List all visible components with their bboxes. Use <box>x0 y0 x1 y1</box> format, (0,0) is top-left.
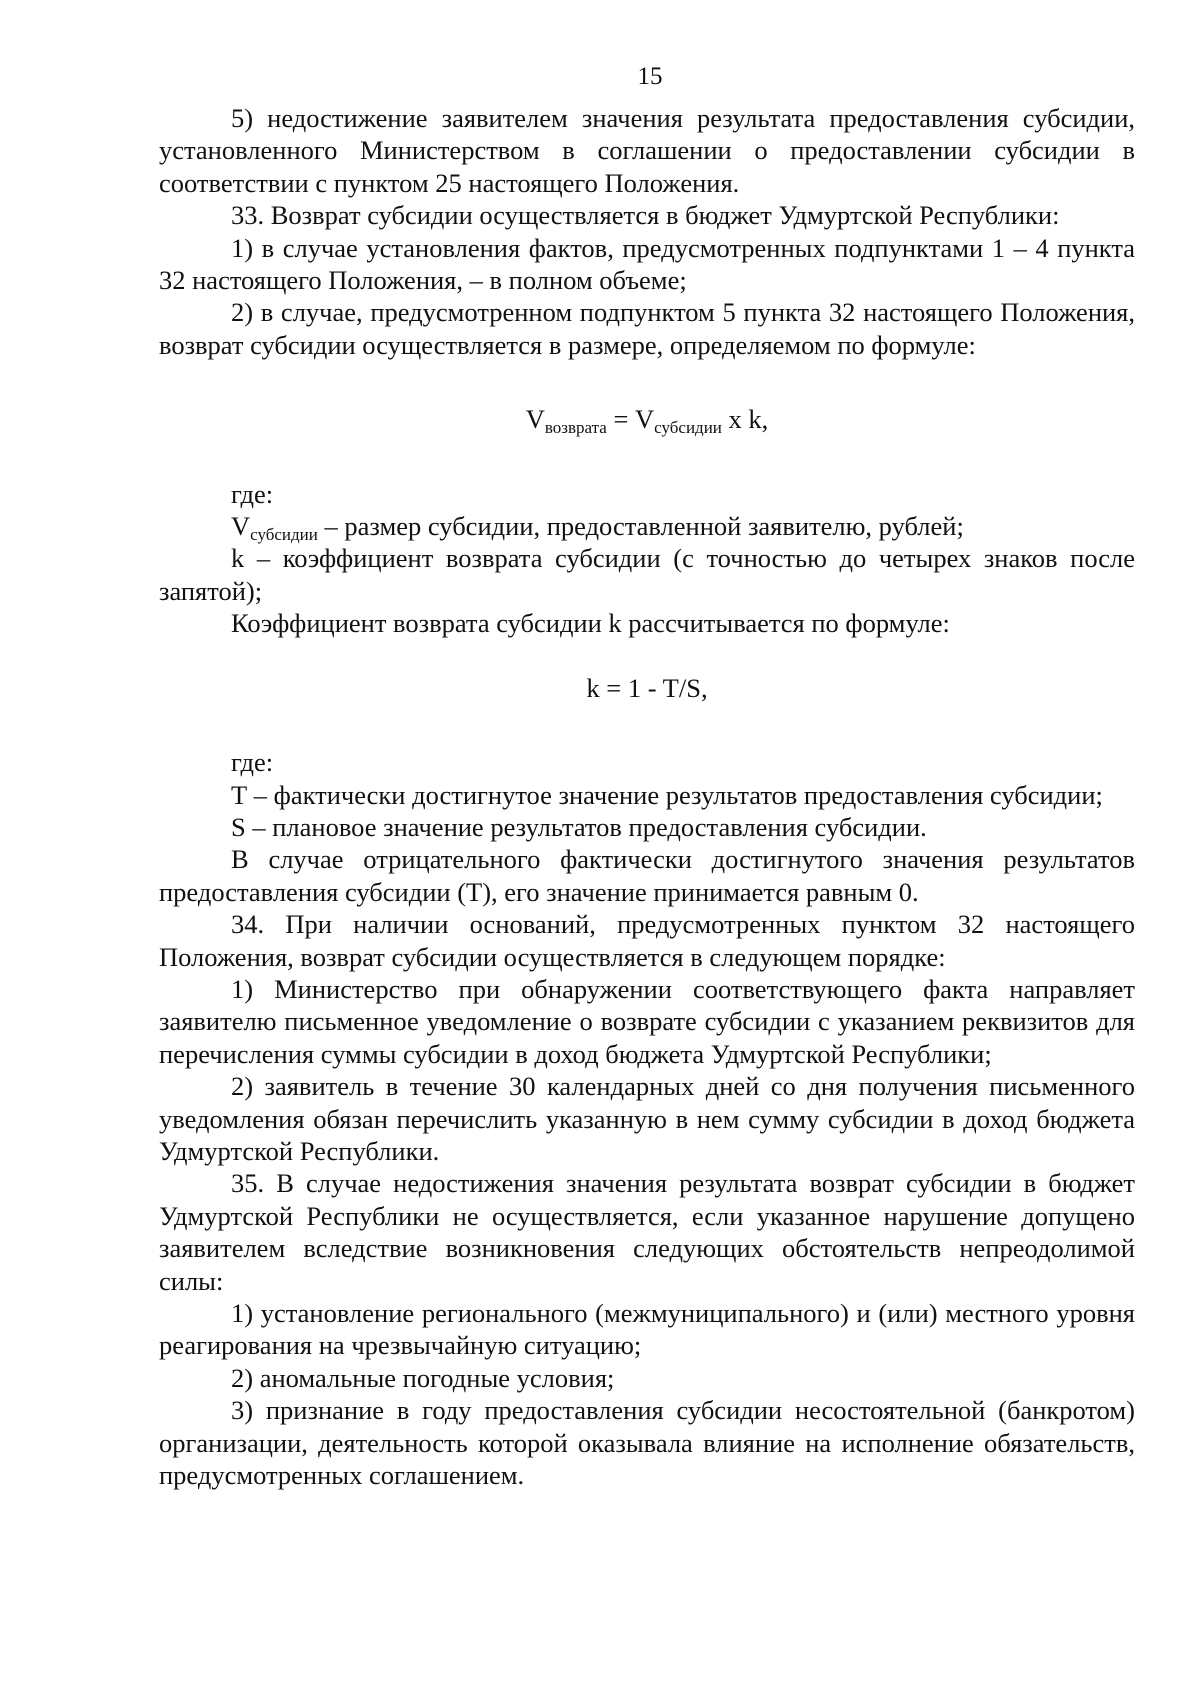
paragraph-35-item-3: 3) признание в году предоставления субсидии несостоятельной (банкротом) организации, деятельность которой оказывала влияние на исполнение обязательств, предусмотренных соглашением. <box>159 1395 1135 1491</box>
definition-s: S – плановое значение результатов предоставления субсидии. <box>231 811 927 842</box>
paragraph-33-item-2: 2) в случае, предусмотренном подпунктом 5 пункта 32 настоящего Положения, возврат субсидии осуществляется в размере, определяемом по формуле: <box>159 297 1135 360</box>
definition-v-subscript: субсидии <box>250 525 318 545</box>
paragraph-negative-t: В случае отрицательного фактически достигнутого значения результатов предоставления субсидии (Т), его значение принимается равным 0. <box>159 844 1135 907</box>
formula-rhs-subscript: субсидии <box>654 418 722 438</box>
formula-lhs-subscript: возврата <box>544 418 607 438</box>
paragraph-34-item-1: 1) Министерство при обнаружении соответствующего факта направляет заявителю письменное уведомление о возврате субсидии с указанием реквизитов для перечисления суммы субсидии в доход бюджета Удмуртской Республики; <box>159 973 1135 1069</box>
paragraph-34-item-2: 2) заявитель в течение 30 календарных дней со дня получения письменного уведомления обязан перечислить указанную в нем сумму субсидии в доход бюджета Удмуртской Республики. <box>159 1071 1135 1166</box>
definition-k: k – коэффициент возврата субсидии (с точностью до четырех знаков после запятой); <box>159 543 1135 606</box>
paragraph-35-item-1: 1) установление регионального (межмуниципального) и (или) местного уровня реагирования на чрезвычайную ситуацию; <box>159 1298 1135 1361</box>
k-formula-intro: Коэффициент возврата субсидии k рассчитывается по формуле: <box>231 608 950 639</box>
paragraph-33-item-1: 1) в случае установления фактов, предусмотренных подпунктами 1 – 4 пункта 32 настоящего Положения, – в полном объеме; <box>159 232 1135 296</box>
page-number: 15 <box>637 63 663 90</box>
formula-return-amount <box>159 403 1135 438</box>
paragraph-33-heading: 33. Возврат субсидии осуществляется в бюджет Удмуртской Республики: <box>231 200 1060 231</box>
paragraph-item-5-nondachievement: 5) недостижение заявителем значения результата предоставления субсидии, установленного Министерством в соглашении о предоставлении субсидии в соответствии с пунктом 25 настоящего Положения. <box>159 103 1135 198</box>
paragraph-34-heading: 34. При наличии оснований, предусмотренных пунктом 32 настоящего Положения, возврат субсидии осуществляется в следующем порядке: <box>159 909 1135 972</box>
definition-v-subsidy <box>159 510 1135 545</box>
formula-lhs-symbol: V <box>525 404 545 435</box>
formula-k-coefficient: k = 1 - T/S, <box>586 672 708 703</box>
where-label-2: где: <box>231 747 274 778</box>
document-body <box>159 102 1135 1491</box>
where-label-1: где: <box>231 478 274 509</box>
paragraph-35-item-2: 2) аномальные погодные условия; <box>231 1362 615 1393</box>
formula-rhs-tail: x k, <box>721 404 769 435</box>
definition-t: Т – фактически достигнутое значение результатов предоставления субсидии; <box>231 779 1103 810</box>
definition-v-text: – размер субсидии, предоставленной заявителю, рублей; <box>317 511 964 542</box>
formula-rhs-symbol: V <box>635 404 655 435</box>
definition-v-symbol: V <box>231 511 251 542</box>
formula-equals: = <box>606 404 636 435</box>
paragraph-35-heading: 35. В случае недостижения значения результата возврат субсидии в бюджет Удмуртской Республики не осуществляется, если указанное нарушение допущено заявителем вследствие возникновения следующих обстоятельств непреодолимой силы: <box>159 1168 1135 1296</box>
